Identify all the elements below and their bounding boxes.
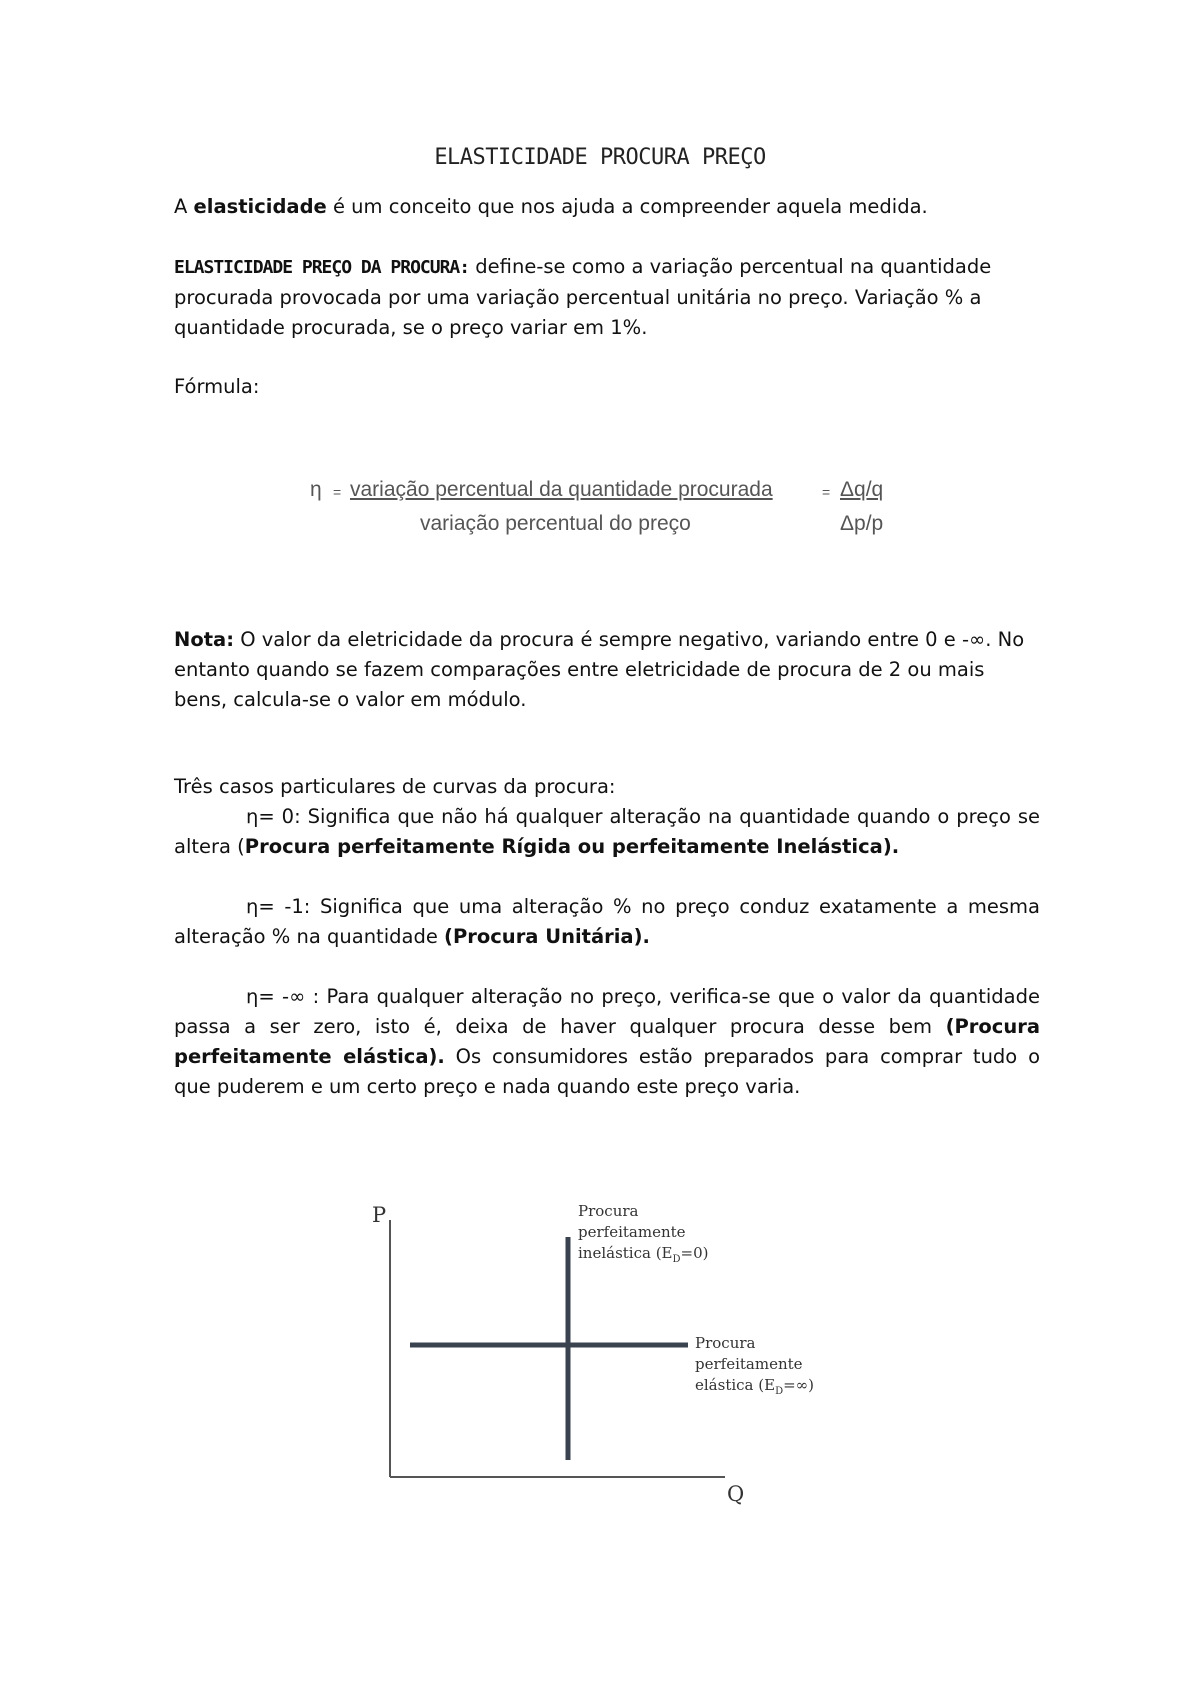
definition-paragraph: [174, 252, 1040, 343]
elasticity-formula: [310, 478, 910, 548]
case-eta-zero: [174, 802, 1040, 862]
demand-curves-graph: [360, 1195, 860, 1515]
page-title: ELASTICIDADE PROCURA PREÇO: [434, 145, 766, 170]
intro-text-end: é um conceito que nos ajuda a compreender aquela medida.: [326, 195, 928, 218]
definition-text: define-se como a variação percentual na quantidade procurada provocada por uma variação percentual unitária no preço. Variação % a quantidade procurada, se o preço variar em 1%.: [174, 255, 992, 339]
case-text: η= 0: Significa que não há qualquer alteração na quantidade quando o preço se altera (: [174, 805, 1040, 858]
label-line: Procura: [578, 1202, 639, 1220]
definition-heading: ELASTICIDADE PREÇO DA PROCURA:: [174, 257, 470, 278]
note-text: O valor da eletricidade da procura é sempre negativo, variando entre 0 e -∞. No entanto quando se fazem comparações entre eletricidade de procura de 2 ou mais bens, calcula-se o valor em módulo.: [174, 628, 1025, 711]
label-text: elástica (E: [695, 1376, 776, 1394]
formula-right-numerator: Δq/q: [840, 478, 884, 501]
formula-right-denominator: Δp/p: [840, 512, 884, 535]
intro-bold-term: elasticidade: [193, 195, 327, 218]
formula-label: Fórmula:: [174, 375, 260, 398]
formula-numerator: variação percentual da quantidade procurada: [350, 478, 773, 501]
label-text: inelástica (E: [578, 1244, 673, 1262]
label-line: perfeitamente: [695, 1355, 803, 1373]
note-label: Nota:: [174, 628, 234, 651]
cases-intro: Três casos particulares de curvas da procura:: [174, 775, 616, 798]
equals-sign: =: [822, 484, 831, 500]
case-bold: (Procura Unitária).: [444, 925, 650, 948]
note-paragraph: [174, 625, 1040, 715]
x-axis-label: Q: [727, 1482, 745, 1506]
equals-sign: =: [333, 484, 342, 500]
case-eta-minus-one: [174, 892, 1040, 952]
label-text: =∞): [783, 1376, 815, 1394]
case-bold: (Procura perfeitamente elástica).: [174, 1015, 1040, 1068]
eta-symbol: η: [310, 478, 322, 501]
case-bold: Procura perfeitamente Rígida ou perfeitamente Inelástica).: [244, 835, 900, 858]
inelastic-label: [578, 1201, 709, 1270]
label-line: perfeitamente: [578, 1223, 686, 1241]
label-line: Procura: [695, 1334, 756, 1352]
case-text-end: Os consumidores estão preparados para comprar tudo o que puderem e um certo preço e nada quando este preço varia.: [174, 1045, 1041, 1098]
elastic-label: [695, 1333, 814, 1402]
label-text: =0): [680, 1244, 709, 1262]
intro-paragraph: [174, 192, 1040, 222]
case-eta-minus-infinity: [174, 982, 1040, 1102]
y-axis-label: P: [372, 1203, 387, 1227]
label-subscript: D: [775, 1386, 784, 1397]
label-subscript: D: [672, 1254, 681, 1265]
case-text: η= -1: Significa que uma alteração % no preço conduz exatamente a mesma alteração % na quantidade: [174, 895, 1040, 948]
case-text: η= -∞ : Para qualquer alteração no preço, verifica-se que o valor da quantidade passa a ser zero, isto é, deixa de haver qualquer procura desse bem: [174, 985, 1040, 1038]
formula-denominator: variação percentual do preço: [420, 512, 691, 535]
label-line: [695, 1375, 814, 1402]
label-line: [578, 1243, 709, 1270]
intro-text: A: [174, 195, 194, 218]
